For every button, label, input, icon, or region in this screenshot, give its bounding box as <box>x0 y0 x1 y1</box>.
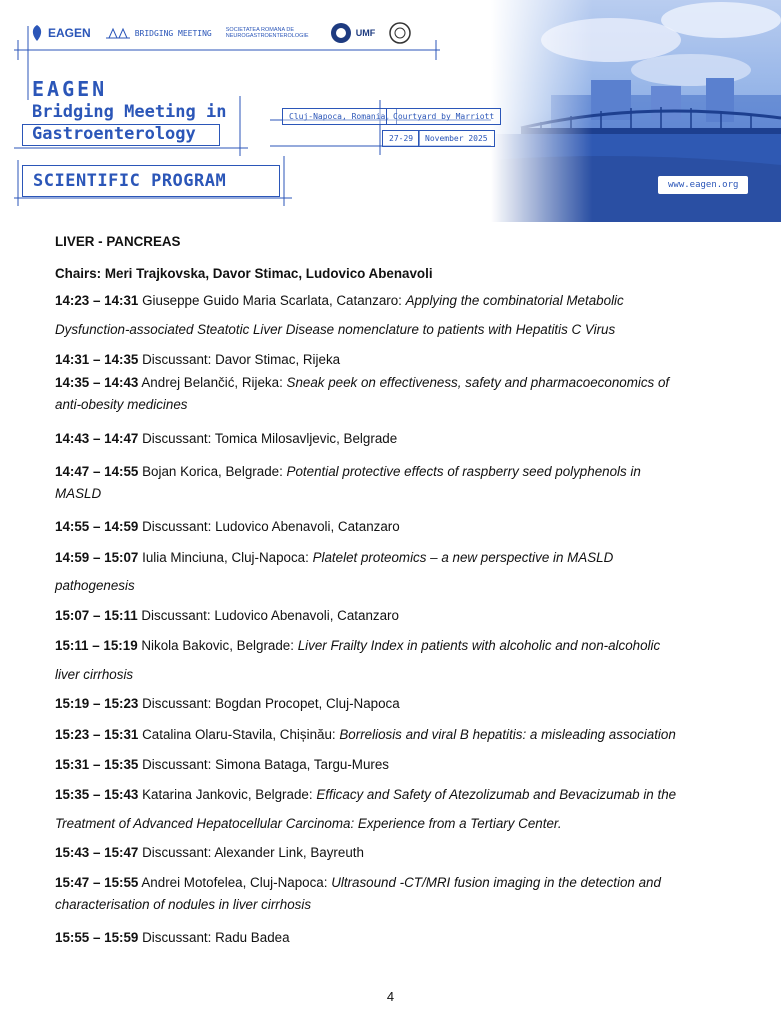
website-link[interactable]: www.eagen.org <box>658 176 748 194</box>
program-entry-title-cont: characterisation of nodules in liver cirrhosis <box>55 897 312 912</box>
discussant-entry: 15:19 – 15:23 Discussant: Bogdan Procopet, Cluj-Napoca <box>55 696 400 711</box>
discussant-entry: 15:55 – 15:59 Discussant: Radu Badea <box>55 930 290 945</box>
program-entry-title-cont: MASLD <box>55 486 102 501</box>
discussant-entry: 14:31 – 14:35 Discussant: Davor Stimac, Rijeka <box>55 352 341 367</box>
event-subtitle-line2: Gastroenterology <box>32 124 196 144</box>
program-entry: 15:47 – 15:55 Andrei Motofelea, Cluj-Napoca: Ultrasound -CT/MRI fusion imaging in the detection and <box>55 875 661 890</box>
program-entry: 14:47 – 14:55 Bojan Korica, Belgrade: Potential protective effects of raspberry seed polyphenols in <box>55 464 641 479</box>
umf-seal-icon <box>330 22 352 44</box>
program-entry: 15:11 – 15:19 Nikola Bakovic, Belgrade: Liver Frailty Index in patients with alcoholic and non-alcoholic <box>55 638 661 653</box>
event-name: EAGEN <box>32 77 108 101</box>
location-venue: Courtyard by Marriott <box>386 108 501 125</box>
partner-logos <box>30 18 411 48</box>
crest-icon <box>389 22 411 44</box>
date-month-year: November 2025 <box>418 130 495 147</box>
program-entry: 15:35 – 15:43 Katarina Jankovic, Belgrade: Efficacy and Safety of Atezolizumab and Bevacizumab in the <box>55 787 677 802</box>
page-number: 4 <box>386 989 395 1004</box>
discussant-entry: 14:43 – 14:47 Discussant: Tomica Milosavljevic, Belgrade <box>55 431 398 446</box>
bridge-icon <box>105 26 131 40</box>
discussant-entry: 15:43 – 15:47 Discussant: Alexander Link, Bayreuth <box>55 845 364 860</box>
location-city: Cluj-Napoca, Romania, <box>282 108 397 125</box>
program-entry-title-cont: anti-obesity medicines <box>55 397 188 412</box>
program-entry-title-cont: Dysfunction-associated Steatotic Liver Disease nomenclature to patients with Hepatitis C Virus <box>55 322 616 337</box>
eagen-logo-icon <box>30 24 44 42</box>
umf-logo: UMF <box>330 22 376 44</box>
subtitle-frame <box>22 124 220 146</box>
session-title: LIVER - PANCREAS <box>55 234 181 249</box>
discussant-entry: 15:31 – 15:35 Discussant: Simona Bataga, Targu-Mures <box>55 757 389 772</box>
program-entry-title-cont: Treatment of Advanced Hepatocellular Carcinoma: Experience from a Tertiary Center. <box>55 816 562 831</box>
eagen-logo: EAGEN <box>30 24 91 42</box>
program-entry: 14:59 – 15:07 Iulia Minciuna, Cluj-Napoca: Platelet proteomics – a new perspective in MASLD <box>55 550 614 565</box>
crest-logo <box>389 22 411 44</box>
program-entry: 14:23 – 14:31 Giuseppe Guido Maria Scarlata, Catanzaro: Applying the combinatorial Metabolic <box>55 293 624 308</box>
program-entry-title-cont: pathogenesis <box>55 578 135 593</box>
program-entry: 14:35 – 14:43 Andrej Belančić, Rijeka: Sneak peek on effectiveness, safety and pharmacoeconomics of <box>55 375 670 390</box>
program-entry: 15:23 – 15:31 Catalina Olaru-Stavila, Chișinău: Borreliosis and viral B hepatitis: a misleading association <box>55 727 676 742</box>
date-days: 27-29 <box>382 130 420 147</box>
discussant-entry: 14:55 – 14:59 Discussant: Ludovico Abenavoli, Catanzaro <box>55 519 400 534</box>
discussant-entry: 15:07 – 15:11 Discussant: Ludovico Abenavoli, Catanzaro <box>55 608 399 623</box>
page-header <box>0 0 781 222</box>
bridging-meeting-logo: BRIDGING MEETING <box>105 26 212 40</box>
srng-logo: SOCIETATEA ROMANA DE NEUROGASTROENTEROLOGIE <box>225 27 309 39</box>
program-label: SCIENTIFIC PROGRAM <box>22 165 280 197</box>
session-chairs: Chairs: Meri Trajkovska, Davor Stimac, Ludovico Abenavoli <box>55 266 433 281</box>
program-entry-title-cont: liver cirrhosis <box>55 667 134 682</box>
event-subtitle-line1: Bridging Meeting in <box>32 102 227 122</box>
